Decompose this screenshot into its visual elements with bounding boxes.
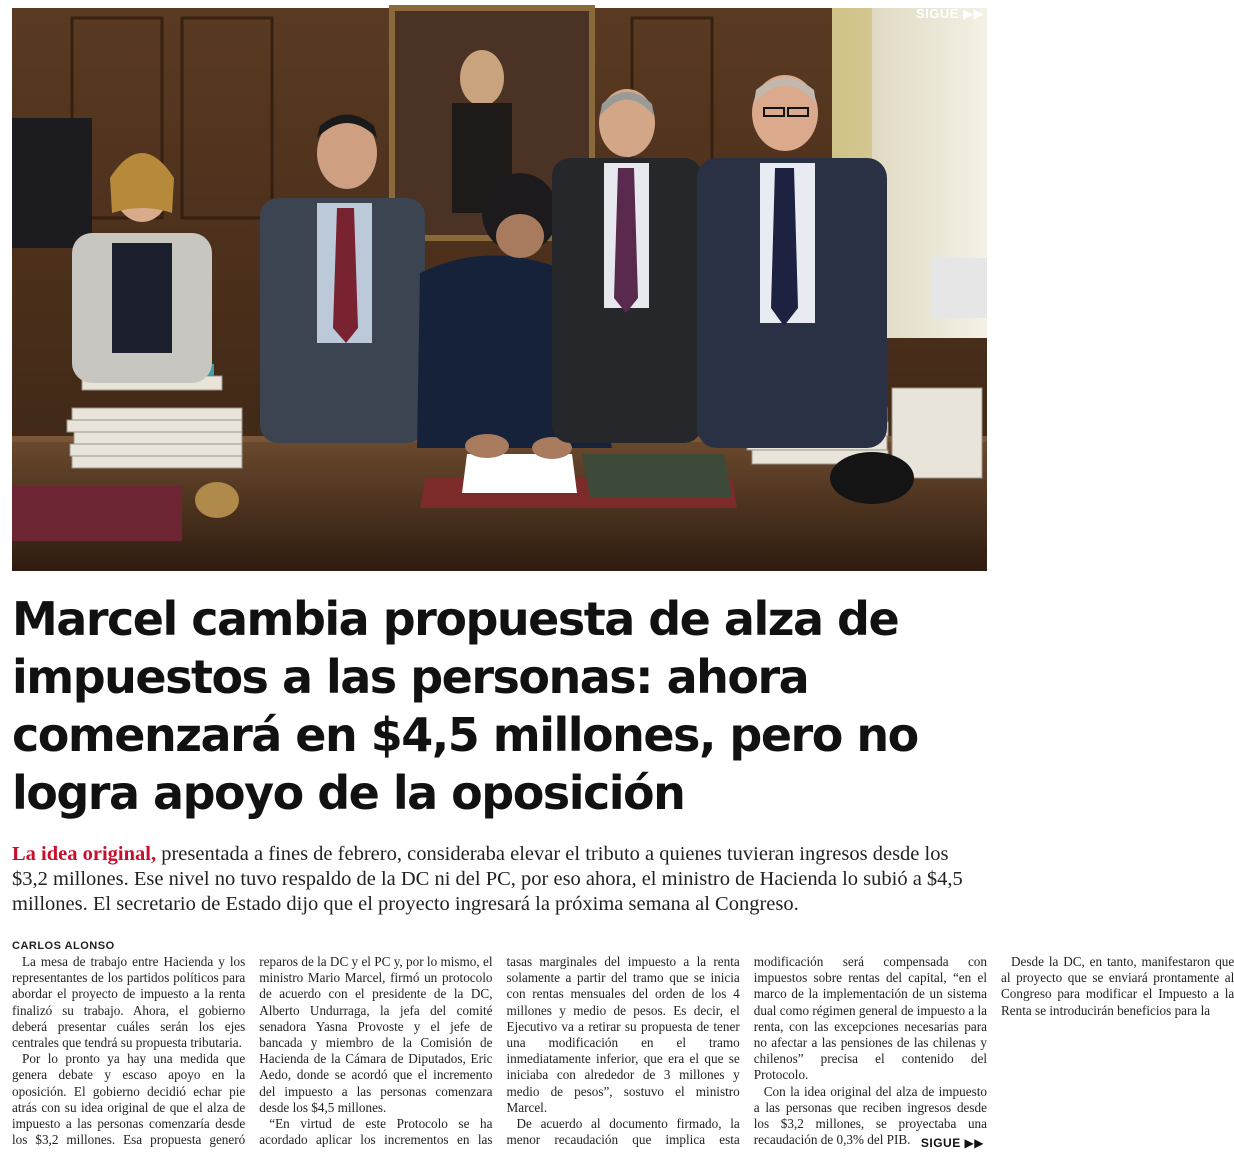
body-paragraph: De acuerdo al documento firmado, la menor recaudación que implica esta modificación será compensada con impuestos sobre rentas del capital, “en el marco de la implementación de un sistema dual como régimen general de impuesto a la renta, con las excepciones necesarias para no afectar a las pensiones de las chilenas y chilenos” precisa el contenido del Protocolo. (506, 954, 988, 1148)
body-paragraph: “En virtud de este Protocolo se ha acordado aplicar los incrementos en las tasas marginales del impuesto a la renta solamente a partir del tramo que se inicia con rentas mensuales del orden de los 4 millones y medio de pesos. Es decir, el Ejecutivo va a retirar su propuesta de tener una modificación en el tramo inmediatamente inferior, que era el que se iniciaba con alrededor de 3 millones y medio de pesos”, sostuvo el ministro Marcel. (259, 954, 740, 1148)
lead-text: presentada a fines de febrero, consideraba elevar el tributo a quienes tuvieran ingresos desde los $3,2 millones. Ese nivel no tuvo respaldo de la DC ni del PC, por eso ahora, el ministro de Hacienda lo subió a $4,5 millones. El secretario de Estado dijo que el proyecto ingresará la próxima semana al Congreso. (12, 843, 963, 915)
body-paragraph: La mesa de trabajo entre Hacienda y los representantes de los partidos políticos para abordar el proyecto de impuesto a la renta finalizó su trabajo. Ahora, el gobierno deberá presentar cuáles serán los ejes centrales que tendrá su propuesta tributaria. (12, 954, 246, 1051)
sigue-top-label[interactable]: SIGUE ▶▶ (915, 6, 984, 21)
headline: Marcel cambia propuesta de alza de impuestos a las personas: ahora comenzará en $4,5 millones, pero no logra apoyo de la oposición (12, 592, 918, 820)
article-body (12, 954, 1234, 1150)
body-paragraph: Por lo pronto ya hay una medida que genera debate y escaso apoyo en la oposición. El gobierno decidió echar pie atrás con su idea original de que el alza de impuesto a las personas comenzaría desde los $3,2 millones. Esa propuesta generó reparos de la DC y el PC y, por lo mismo, el ministro Mario Marcel, firmó un protocolo de acuerdo con el presidente de la DC, Alberto Undurraga, la jefa del comité senadora Yasna Provoste y el jefe de bancada y miembro de la Comisión de Hacienda de la Cámara de Diputados, Eric Aedo, donde se acordó que el incremento del impuesto a las personas comenzara desde los $4,5 millones. (12, 954, 493, 1148)
sigue-next-page-link[interactable]: SIGUE ▶▶ (920, 1136, 984, 1150)
lead-paragraph (12, 842, 987, 917)
byline: CARLOS ALONSO (12, 940, 115, 952)
body-paragraph: Desde la DC, en tanto, manifestaron que al proyecto que se enviará prontamente al Congreso para modificar el Impuesto a la Renta se introducirán beneficios para la (1001, 954, 1234, 1018)
body-paragraph: Con la idea original del alza de impuesto a las personas que reciben ingresos desde los $3,2 millones, se proyectaba una recaudación de 0,3% del PIB. (753, 1083, 987, 1148)
news-photo (12, 8, 987, 571)
lead-highlight: La idea original, (12, 843, 157, 865)
